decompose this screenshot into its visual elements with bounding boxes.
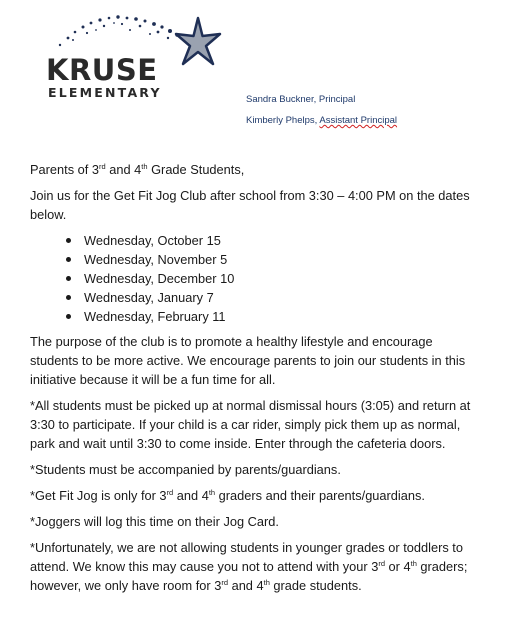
assistant-principal-title: Assistant Principal xyxy=(319,115,398,126)
ordinal-superscript: th xyxy=(208,488,216,497)
unfortunately-part: grade students. xyxy=(269,578,362,593)
purpose-paragraph: The purpose of the club is to promote a healthy lifestyle and encourage students to be more active. We encourage parents to join our students in this initiative because it will be a fun time for all. xyxy=(30,334,466,387)
star-shape xyxy=(176,18,220,64)
logo-name: KRUSE xyxy=(46,53,158,87)
dates-list xyxy=(30,231,482,326)
intro-paragraph: Join us for the Get Fit Jog Club after school from 3:30 – 4:00 PM on the dates below. xyxy=(30,188,470,222)
unfortunately-part: and 4 xyxy=(228,578,264,593)
only-paragraph xyxy=(30,486,482,505)
ordinal-superscript: th xyxy=(410,559,417,568)
only-part: and 4 xyxy=(173,488,209,503)
school-logo xyxy=(30,10,230,100)
principal-name: Sandra Buckner xyxy=(246,94,314,105)
greeting-part: Grade Students, xyxy=(147,162,245,177)
principal-title: Principal xyxy=(318,94,356,105)
ordinal-superscript: rd xyxy=(166,488,174,497)
letter-body xyxy=(30,160,482,602)
date-item: Wednesday, October 15 xyxy=(84,231,482,250)
date-item: Wednesday, November 5 xyxy=(84,250,482,269)
greeting-part: and 4 xyxy=(105,162,142,177)
staff-principal: Sandra Buckner, Principal xyxy=(246,94,356,105)
assistant-principal-name: Kimberly Phelps xyxy=(246,115,315,126)
staff-assistant-principal: Kimberly Phelps, Assistant Principal xyxy=(246,115,398,126)
log-paragraph: *Joggers will log this time on their Jog Card. xyxy=(30,514,279,529)
logo-subtitle: ELEMENTARY xyxy=(48,85,162,100)
unfortunately-paragraph xyxy=(30,538,482,595)
only-part: *Get Fit Jog is only for 3 xyxy=(30,488,167,503)
greeting-part: Parents of 3 xyxy=(30,162,100,177)
unfortunately-part: or 4 xyxy=(385,559,411,574)
date-item: Wednesday, February 11 xyxy=(84,307,482,326)
unfortunately-part: graders; however, we only have room for 3 xyxy=(30,559,468,593)
ordinal-superscript: th xyxy=(263,578,270,587)
only-part: graders and their parents/guardians. xyxy=(215,488,425,503)
ordinal-superscript: rd xyxy=(221,578,229,587)
ordinal-superscript: rd xyxy=(99,162,106,171)
date-item: Wednesday, January 7 xyxy=(84,288,482,307)
ordinal-superscript: th xyxy=(141,162,148,171)
date-item: Wednesday, December 10 xyxy=(84,269,482,288)
ordinal-superscript: rd xyxy=(378,559,385,568)
greeting xyxy=(30,160,482,179)
unfortunately-part: *Unfortunately, we are not allowing students in younger grades or toddlers to attend. We know this may cause you not to attend with your 3 xyxy=(30,540,463,574)
pickup-paragraph: *All students must be picked up at normal dismissal hours (3:05) and return at 3:30 to participate. If your child is a car rider, simply pick them up as normal, park and wait until 3:30 to come inside. Enter through the cafeteria doors. xyxy=(30,398,471,451)
accompanied-paragraph: *Students must be accompanied by parents/guardians. xyxy=(30,462,341,477)
